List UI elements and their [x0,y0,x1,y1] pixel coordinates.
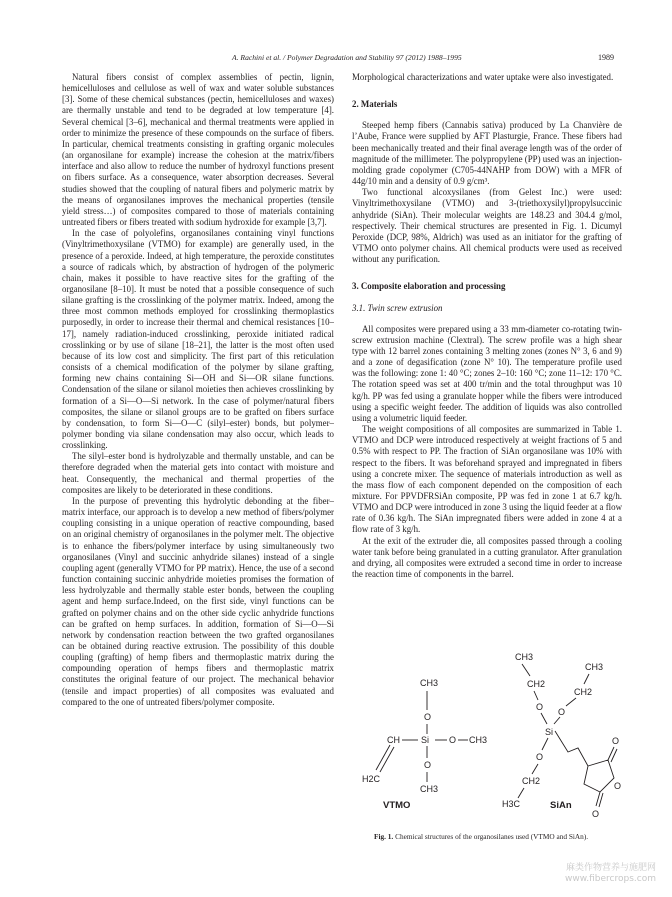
sian-ch2-b: CH2 [574,687,593,697]
vtmo-o-top: O [424,712,432,722]
caption-text: Chemical structures of the organosilanes used (VTMO and SiAn). [395,832,589,841]
vtmo-ch3-bottom: CH3 [420,784,439,794]
paragraph: In the case of polyolefins, organosilanes containing vinyl functions (Vinyltrimethoxysilane (VTMO) for example) are generally used, in the presence of a peroxide. Indeed, at high temperature, the peroxide constitutes a source of radicals which, by abstraction of hydrogen of the polymeric chain, makes it possible to have reactive sites for the grafting of the organosilane [8–10]. It must be noted that a possible consequence of such silane grafting is the crosslinking of the polymer matrix. Indeed, among the three most common methods employed for crosslinking thermoplastics purposedly, in order to increase their thermal and chemical resistances [10–17], namely radiation-induced crosslinking, peroxide initiated radical crosslinking or by use of silane [18–21], the latter is the most often used because of its low cost and simplicity. The first part of this reticulation consists of a chemical modification of the polymer by silane grafting, forming new chains containing Si—OH and Si—OR silane functions. Condensation of the silane or silanol moieties then achieves crosslinking by formation of a Si—O—Si network. In the case of polymer/natural fibers composites, the silane or silanol groups are to be grafted on fibers surface by condensation, to form Si—O—C (silyl–ester) bonds, but polymer–polymer bonding via silane condensation may also occur, which leads to crosslinking. [62,228,334,451]
paragraph: Two functional alcoxysilanes (from Gelest Inc.) were used: Vinyltrimethoxysilane (VTMO) and 3-(triethoxysilyl)propylsuccinic anhydride (SiAn). Their molecular weights are 148.23 and 304.4 g/mol, respectively. Their chemical structures are presented in Fig. 1. Dicumyl Peroxide (DCP, 98%, Aldrich) was used as an initiator for the grafting of VTMO onto polymer chains. All chemical products were used as received without any purification. [352,187,622,265]
paragraph: All composites were prepared using a 33 mm-diameter co-rotating twin-screw extrusion machine (Clextral). The screw profile was a high shear type with 12 barrel zones containing 3 melting zones (zones N° 3, 6 and 9) and a zone of degasification (zone N° 10). The temperature profile used was the following: zone 1: 40 °C; zones 2–10: 160 °C; zone 11–12: 170 °C. The rotation speed was set at 400 tr/min and the total throughput was 10 kg/h. PP was fed using a granulate hopper while the fibers were introduced using a specific weight feeder. The addition of liquids was also controlled using a volumetric liquid feeder. [352,323,622,423]
vtmo-ch3-top: CH3 [420,678,439,688]
sian-ch3-a: CH3 [515,652,534,662]
sian-ch2-a: CH2 [527,679,546,689]
figure-chemical-structures [352,612,622,842]
carbonyl-bond [596,792,600,806]
propyl-chain [555,731,588,766]
running-head: A. Rachini et al. / Polymer Degradation and Stability 97 (2012) 1988–1995 [232,53,462,62]
anhydride-ring [584,760,614,792]
bond [534,691,538,700]
watermark [565,863,656,885]
sian-ch3-b: CH3 [585,662,604,672]
section-heading-materials: 2. Materials [352,99,398,110]
paragraph: Morphological characterizations and water uptake were also investigated. [352,72,614,82]
bond [566,698,576,706]
paragraph: The silyl–ester bond is hydrolyzable and thermally unstable, and can be therefore degraded when the material gets into contact with moisture and heat. Consequently, the mechanical and thermal properties of the composites are likely to be deteriorated in these conditions. [62,451,334,495]
right-column [352,72,622,580]
sian-o-ring-bottom: O [592,809,600,819]
sian-ch2-c: CH2 [522,776,541,786]
page-number: 1989 [598,53,614,62]
paragraph: The weight compositions of all composites are summarized in Table 1. VTMO and DCP were introduced respectively at weight fractions of 5 and 0.5% with respect to PP. The fraction of SiAn organosilane was 10% with respect to the fibers. It was beforehand sprayed and impregnated in fibers using a concrete mixer. The sequence of materials introduction as well as the mass flow of each component depended on the composition of each mixture. For PPVDFRSiAn composite, PP was fed in zone 1 at 6.7 kg/h. VTMO and DCP were introduced in zone 3 using the liquid feeder at a flow rate of 0.36 kg/h. The SiAn impregnated fibers were added in zone 4 at a flow rate of 3 kg/h. [352,424,622,535]
paragraph: At the exit of the extruder die, all composites passed through a cooling water tank before being granulated in a cutting granulator. After granulation and drying, all composites were extruded a second time in order to increase the reaction time of components in the barrel. [352,535,622,580]
section-heading-composite: 3. Composite elaboration and processing [352,281,506,292]
left-column [62,72,334,708]
bond [522,664,530,676]
sian-o-a: O [536,702,544,712]
vtmo-structure [362,678,487,811]
sian-si: Si [545,727,554,737]
vtmo-label: VTMO [383,800,411,811]
sian-structure [502,652,621,819]
paragraph: Natural fibers consist of complex assemblies of pectin, lignin, hemicelluloses and cellulose as well of wax and water soluble substances [3]. Some of these chemical substances (pectin, hemicelluloses and waxes) are thermally unstable and tend to be degraded at low temperature [4]. Several chemical [3–6], mechanical and thermal treatments were applied in order to minimize the presence of these compounds on the surface of fibers. In particular, chemical treatments consisting in grafting organic molecules (an organosilane for example) increase the cohesion at the matrix/fibers interface and also allow to reduce the number of hydroxyl functions present on fibers surface. As a consequence, water absorption decreases. Several studies showed that the coupling of natural fibers and polymeric matrix by the means of organosilanes improves the mechanical properties (tensile yield stress…) of composites compared to those of materials containing untreated fibers or fibers treated with sodium hydroxide for example [3,7]. [62,72,334,228]
sian-o-ring-mid: O [614,781,622,791]
sian-label: SiAn [550,800,572,811]
carbonyl-bond [599,793,603,807]
bond [541,713,547,724]
bond [532,764,538,774]
sian-h3c: H3C [502,799,521,809]
caption-label: Fig. 1. [374,832,394,841]
vtmo-ch3-right: CH3 [469,735,488,745]
bond [584,674,589,684]
subsection-heading-extrusion: 3.1. Twin screw extrusion [352,302,443,313]
chemical-structures-svg [352,612,622,842]
vtmo-h2c: H2C [362,774,381,784]
sian-o-b: O [558,707,566,717]
paragraph: Steeped hemp fibers (Cannabis sativa) produced by La Chanvière de l’Aube, France were supplied by AFT Plasturgie, France. These fibers had been mechanically treated and their final average length was of the order of magnitude of the millimeter. The polypropylene (PP) used was an injection-molding grade copolymer (C705-44NAHP from DOW) with a MFR of 44g/10 min and a density of 0.9 g/cm³. [352,120,622,187]
watermark-url: www.fibercrops.com [565,874,656,884]
sian-o-ring-top: O [612,736,620,746]
figure-caption [374,832,624,841]
bond [554,717,560,724]
bond [518,788,524,798]
vtmo-o-bottom: O [424,760,432,770]
bond [542,738,548,750]
sian-o-c: O [536,752,544,762]
vtmo-o-right: O [449,735,457,745]
paragraph: In the purpose of preventing this hydrolytic debonding at the fiber–matrix interface, our approach is to develop a new method of fibers/polymer coupling consisting in a unique operation of reactive compounding, based on an original chemistry of organosilanes in the polymer melt. The objective is to enhance the fibers/polymer interface by using simultaneously two organosilanes (Vinyl and succinic anhydride silanes) instead of a single coupling agent (generally VTMO for PP matrix). Hence, the use of a second function containing succinic anhydride moieties promises the formation of less hydrolyzable and thermally stable ester bonds, between the coupling agent and hemp surface.Indeed, on the first side, vinyl functions can be grafted on polymer chains and on the other side cyclic anhydride functions can be grafted on hemp surfaces. In addition, formation of Si—O—Si network by condensation reaction between the two grafted organosilanes can be obtained during reactive extrusion. The possibility of this double coupling (grafting) of hemp fibers and thermoplastic matrix during the compounding operation of hemps fibers and thermoplastic matrix constitutes the original feature of our project. The mechanical behavior (tensile and impact properties) of all composites was evaluated and compared to the one of untreated fibers/polymer composite. [62,495,334,707]
watermark-line: 麻类作物营养与施肥网 [565,863,656,873]
vtmo-si: Si [421,735,430,745]
vtmo-ch: CH [387,735,400,745]
